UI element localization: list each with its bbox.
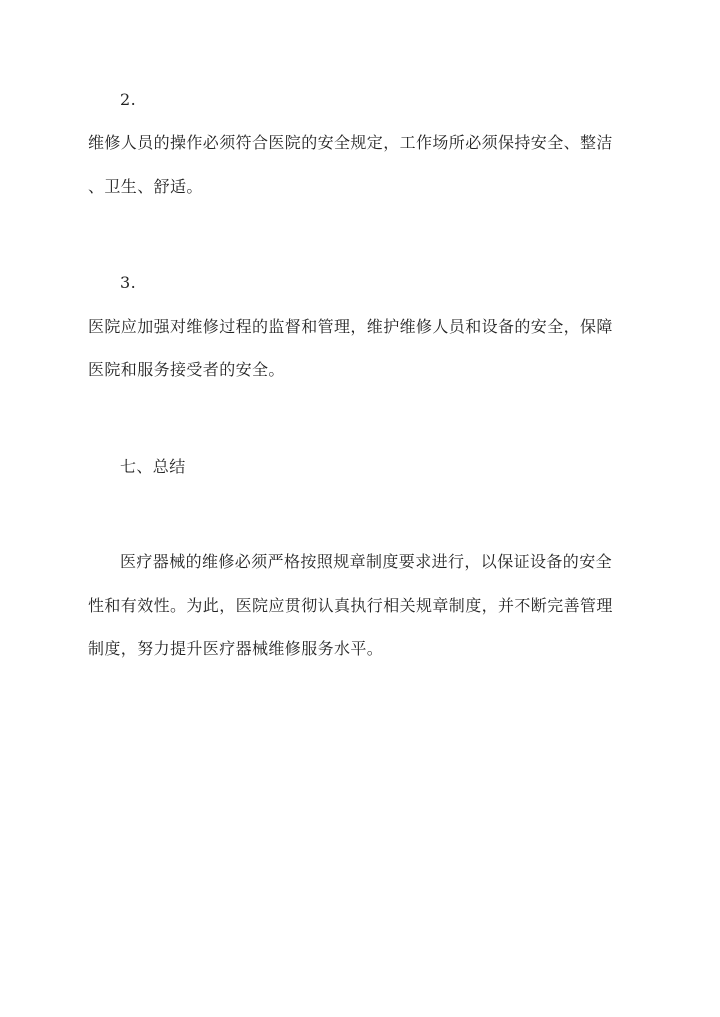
section-heading-conclusion: 七、总结 xyxy=(120,457,186,476)
item-number-3: 3. xyxy=(120,273,137,292)
item-3-text-line-1: 医院应加强对维修过程的监督和管理，维护维修人员和设备的安全，保障 xyxy=(88,317,613,336)
conclusion-text-line-2: 性和有效性。为此，医院应贯彻认真执行相关规章制度，并不断完善管理 xyxy=(88,596,613,615)
item-3-text-line-2: 医院和服务接受者的安全。 xyxy=(88,360,285,379)
item-2-text-line-2: 、卫生、舒适。 xyxy=(88,177,203,196)
item-2-text-line-1: 维修人员的操作必须符合医院的安全规定，工作场所必须保持安全、整洁 xyxy=(88,133,613,152)
conclusion-text-line-1: 医疗器械的维修必须严格按照规章制度要求进行，以保证设备的安全 xyxy=(120,552,613,571)
conclusion-text-line-3: 制度，努力提升医疗器械维修服务水平。 xyxy=(88,639,384,658)
item-number-2: 2. xyxy=(120,90,137,109)
